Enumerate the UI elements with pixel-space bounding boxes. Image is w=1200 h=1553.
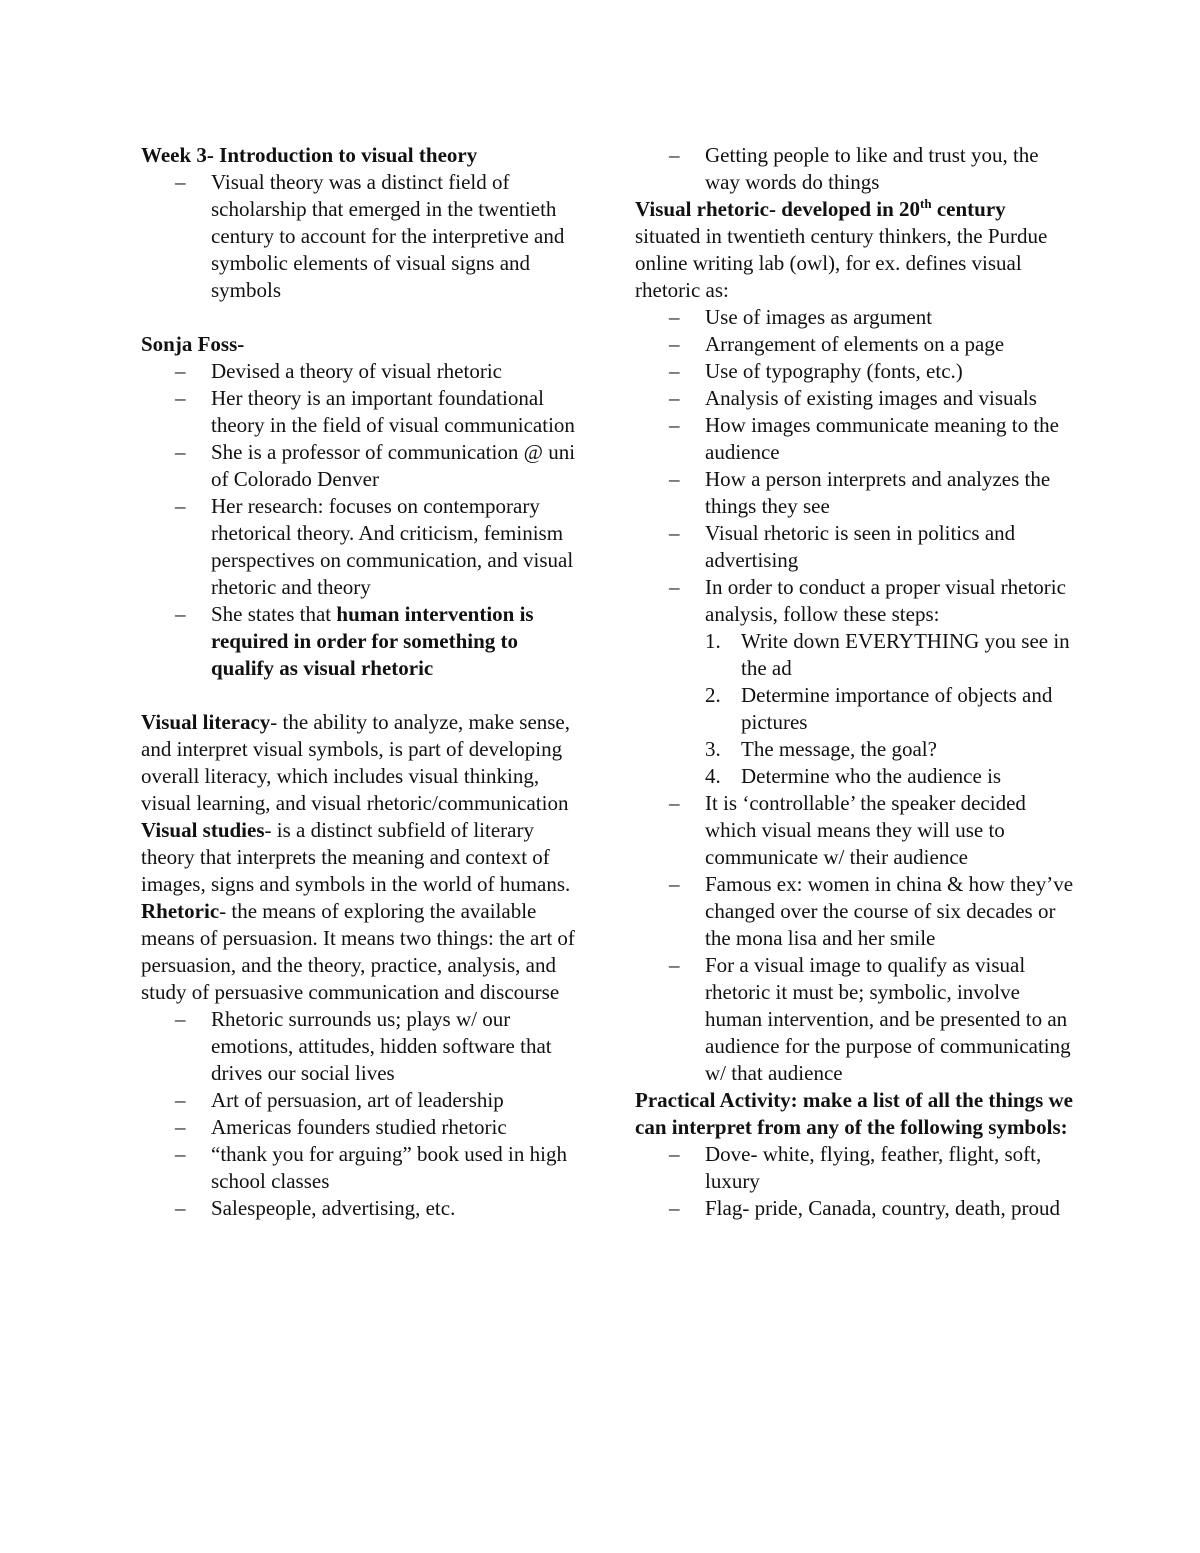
right-column (635, 142, 1075, 1222)
list-item: – Visual rhetoric is seen in politics and advertising (635, 520, 1075, 574)
list-item: – How a person interprets and analyzes the things they see (635, 466, 1075, 520)
analysis-steps-list (635, 628, 1075, 790)
rhetoric-paragraph (141, 898, 581, 1006)
definition-text: - is a distinct subfield of literary theory that interprets the meaning and context of images, signs and symbols in the world of humans. (141, 818, 571, 896)
spacer (141, 304, 581, 331)
list-item: – Use of typography (fonts, etc.) (635, 358, 1075, 385)
step-item (635, 682, 1075, 736)
list-item: – Arrangement of elements on a page (635, 331, 1075, 358)
step-number: 1. (705, 629, 721, 653)
rhetoric-bullet-list (141, 1006, 581, 1222)
visual-rhetoric-bullet-list-continued (635, 790, 1075, 1087)
list-item: – She is a professor of communication @ uni of Colorado Denver (141, 439, 581, 493)
superscript: th (920, 196, 932, 211)
step-item (635, 763, 1075, 790)
list-item: – Famous ex: women in china & how they’ve changed over the course of six decades or the mona lisa and her smile (635, 871, 1075, 952)
list-item: – For a visual image to qualify as visual rhetoric it must be; symbolic, involve human intervention, and be presented to an audience for the purpose of communicating w/ that audience (635, 952, 1075, 1087)
foss-bullet-list (141, 358, 581, 682)
step-item (635, 628, 1075, 682)
term-visual-studies: Visual studies (141, 818, 265, 842)
heading-text: Visual rhetoric- developed in 20 (635, 197, 921, 221)
spacer (141, 682, 581, 709)
practical-activity-heading: Practical Activity: make a list of all the things we can interpret from any of the following symbols: (635, 1088, 1074, 1139)
list-item: – Devised a theory of visual rhetoric (141, 358, 581, 385)
step-text: Determine importance of objects and pictures (741, 683, 1053, 734)
week-bullet-list (141, 169, 581, 304)
visual-studies-paragraph (141, 817, 581, 898)
week-heading: Week 3- Introduction to visual theory (141, 143, 478, 167)
list-item: – Visual theory was a distinct field of scholarship that emerged in the twentieth century to account for the interpretive and symbolic elements of visual signs and symbols (141, 169, 581, 304)
visual-literacy-paragraph (141, 709, 581, 817)
definition-text: - the ability to analyze, make sense, and interpret visual symbols, is part of developing overall literacy, which includes visual thinking, visual learning, and visual rhetoric/communication (141, 710, 571, 815)
term-visual-literacy: Visual literacy (141, 710, 271, 734)
list-item-text: She states that (211, 602, 337, 626)
list-item: – Rhetoric surrounds us; plays w/ our emotions, attitudes, hidden software that drives our social lives (141, 1006, 581, 1087)
list-item: – Her theory is an important foundational theory in the field of visual communication (141, 385, 581, 439)
bold-statement: human intervention is required in order for something to qualify as visual rhetoric (211, 602, 534, 680)
step-text: Determine who the audience is (741, 764, 1002, 788)
list-item: – Use of images as argument (635, 304, 1075, 331)
step-number: 2. (705, 683, 721, 707)
list-item: – Flag- pride, Canada, country, death, proud (635, 1195, 1075, 1222)
list-item: – Art of persuasion, art of leadership (141, 1087, 581, 1114)
visual-rhetoric-intro: situated in twentieth century thinkers, the Purdue online writing lab (owl), for ex. defines visual rhetoric as: (635, 224, 1048, 302)
step-number: 4. (705, 764, 721, 788)
list-item: – Her research: focuses on contemporary rhetorical theory. And criticism, feminism perspectives on communication, and visual rhetoric and theory (141, 493, 581, 601)
list-item (141, 601, 581, 682)
continued-bullet-list (635, 142, 1075, 196)
list-item: – Americas founders studied rhetoric (141, 1114, 581, 1141)
term-rhetoric: Rhetoric (141, 899, 220, 923)
step-number: 3. (705, 737, 721, 761)
step-text: Write down EVERYTHING you see in the ad (741, 629, 1070, 680)
activity-bullet-list (635, 1141, 1075, 1222)
step-text: The message, the goal? (741, 737, 937, 761)
visual-rhetoric-heading (635, 196, 1075, 223)
list-item: – Dove- white, flying, feather, flight, soft, luxury (635, 1141, 1075, 1195)
list-item: – It is ‘controllable’ the speaker decided which visual means they will use to communicate w/ their audience (635, 790, 1075, 871)
step-item (635, 736, 1075, 763)
list-item: – How images communicate meaning to the audience (635, 412, 1075, 466)
heading-text: century (931, 197, 1006, 221)
list-item: – Getting people to like and trust you, the way words do things (635, 142, 1075, 196)
visual-rhetoric-bullet-list (635, 304, 1075, 628)
left-column (141, 142, 581, 1222)
list-item: – In order to conduct a proper visual rhetoric analysis, follow these steps: (635, 574, 1075, 628)
list-item: – “thank you for arguing” book used in high school classes (141, 1141, 581, 1195)
foss-heading: Sonja Foss- (141, 332, 245, 356)
definition-text: - the means of exploring the available means of persuasion. It means two things: the art of persuasion, and the theory, practice, analysis, and study of persuasive communication and discourse (141, 899, 575, 1004)
list-item: – Salespeople, advertising, etc. (141, 1195, 581, 1222)
list-item: – Analysis of existing images and visuals (635, 385, 1075, 412)
